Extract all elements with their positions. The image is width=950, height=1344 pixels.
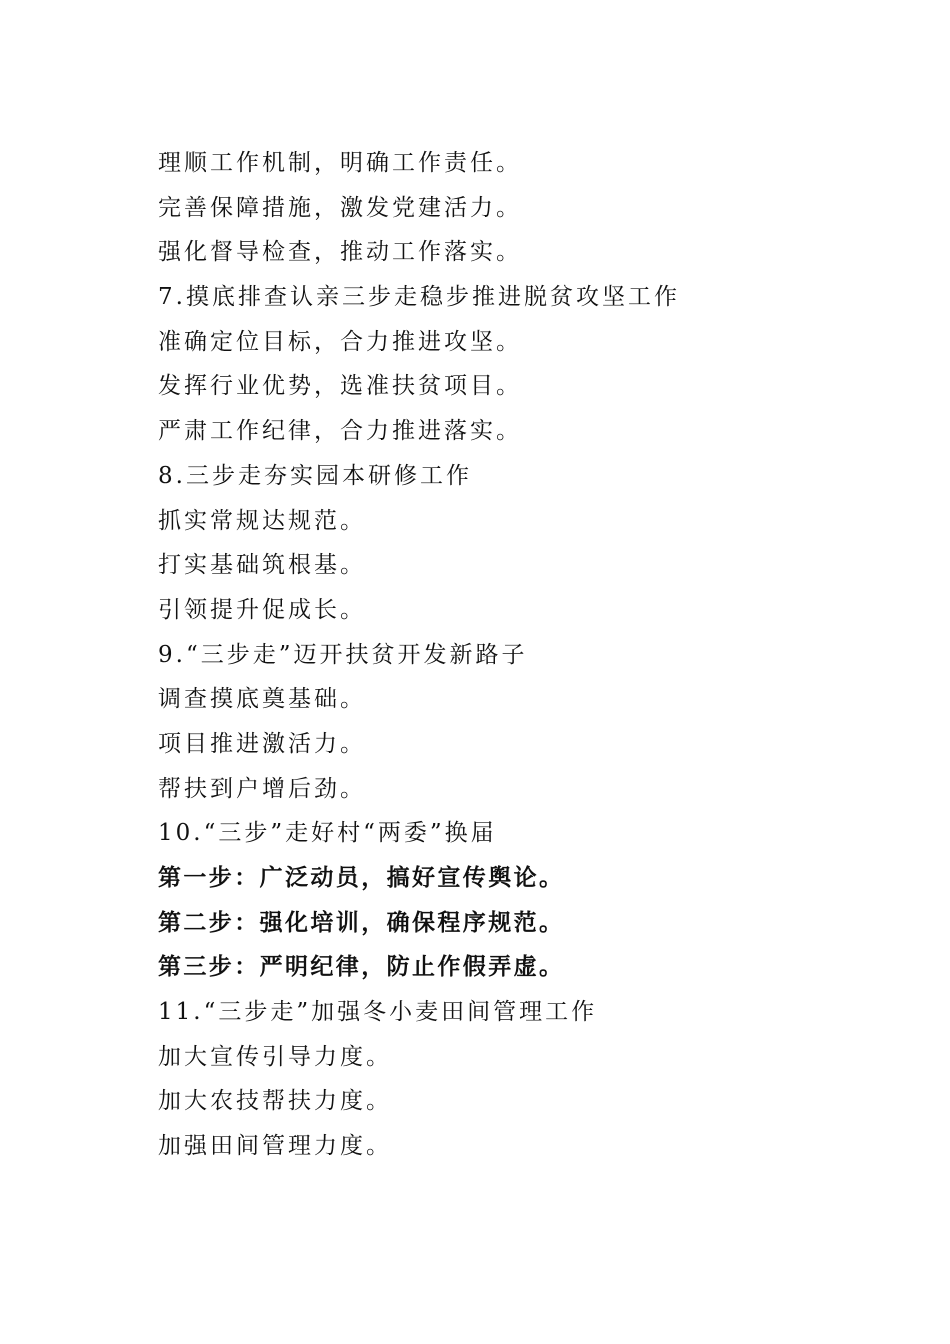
section-heading: 9.“三步走”迈开扶贫开发新路子 [158,641,528,668]
text-line: 加大农技帮扶力度。 [158,1088,392,1115]
section-heading: 7.摸底排查认亲三步走稳步推进脱贫攻坚工作 [158,284,680,311]
text-line: 加大宣传引导力度。 [158,1043,392,1070]
text-line: 调查摸底奠基础。 [158,686,366,713]
text-line: 理顺工作机制，明确工作责任。 [158,150,522,176]
step-line: 第一步：广泛动员，搞好宣传舆论。 [158,864,565,891]
section-heading: 8.三步走夯实园本研修工作 [158,462,472,489]
section-heading: 11.“三步走”加强冬小麦田间管理工作 [158,999,598,1026]
step-line: 第三步：严明纪律，防止作假弄虚。 [158,953,565,981]
document-body [158,141,878,1169]
section-heading: 10.“三步”走好村“两委”换届 [158,820,497,847]
text-line: 帮扶到户增后劲。 [158,775,366,802]
text-line: 强化督导检查，推动工作落实。 [158,239,522,266]
text-line: 准确定位目标，合力推进攻坚。 [158,328,522,355]
step-line: 第二步：强化培训，确保程序规范。 [158,908,565,936]
text-line: 发挥行业优势，选准扶贫项目。 [158,373,522,400]
text-line: 引领提升促成长。 [158,596,366,623]
text-line: 加强田间管理力度。 [158,1133,392,1160]
text-line: 严肃工作纪律，合力推进落实。 [158,418,522,445]
text-line: 抓实常规达规范。 [158,507,366,534]
text-line: 打实基础筑根基。 [158,552,366,579]
text-line: 完善保障措施，激发党建活力。 [158,194,522,221]
text-line: 项目推进激活力。 [158,730,366,757]
